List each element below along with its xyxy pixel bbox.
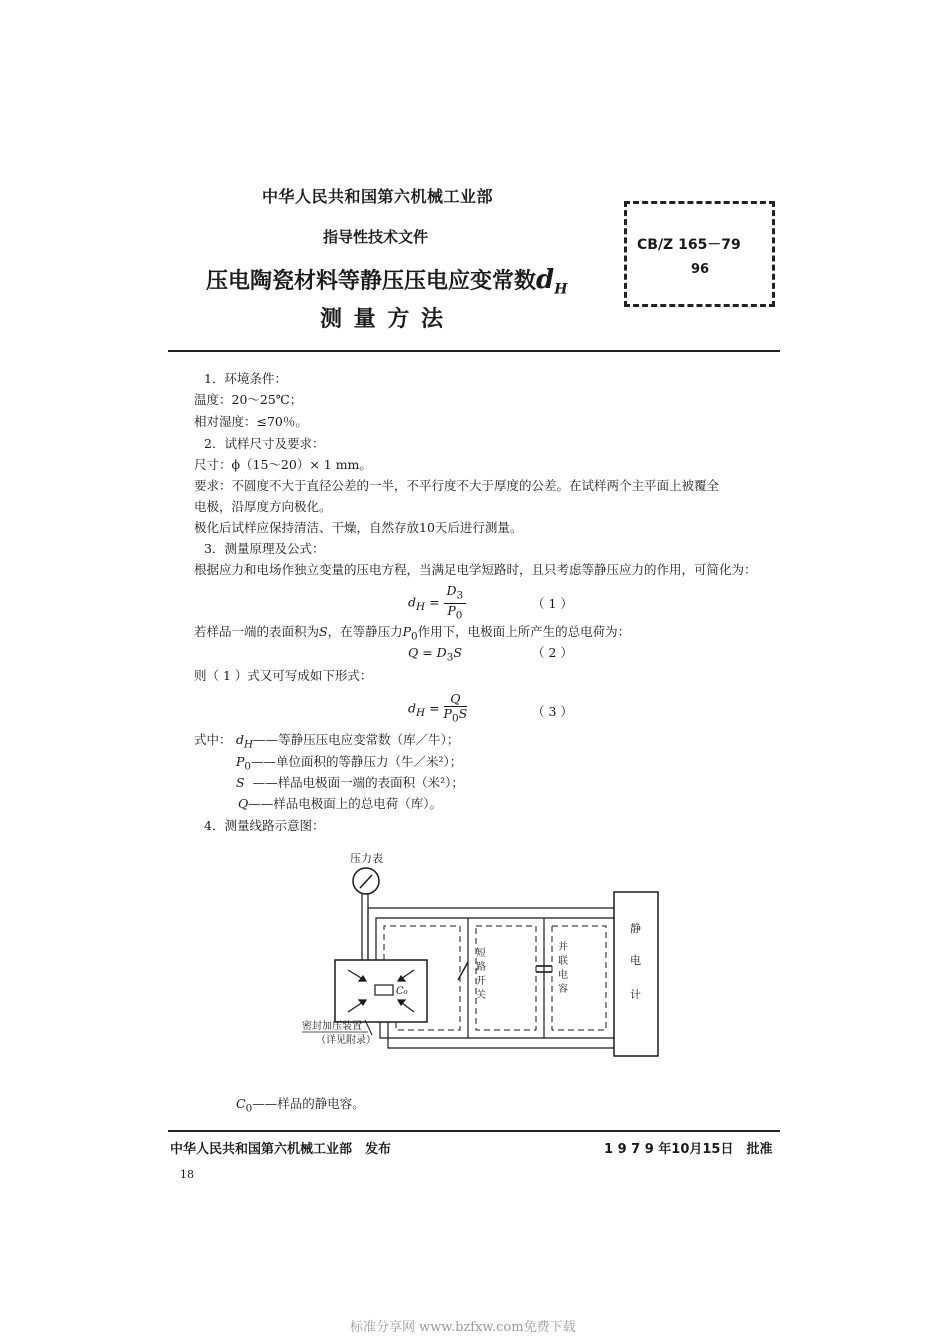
page-subtitle: 测 量 方 法 [320, 307, 445, 332]
rewrite-paragraph: 则（ 1 ）式又可写成如下形式： [194, 668, 373, 683]
gauge-needle [360, 875, 372, 888]
standard-page: 96 [691, 262, 710, 277]
eq2-lhs: Q [408, 645, 419, 660]
where-item [236, 773, 464, 792]
humidity-line: 相对湿度：≤70％。 [194, 414, 308, 429]
eq1-fraction [444, 584, 467, 622]
sample-capacitor [375, 985, 393, 995]
approval-date: 1 9 7 9 年10月15日 批准 [604, 1142, 773, 1157]
gauge-label: 压力表 [350, 852, 383, 865]
eq1-lhs: d [408, 594, 417, 610]
eq2-rhs-a: D [436, 645, 447, 660]
where-desc: ——样品电极面上的总电荷（库）。 [248, 796, 443, 811]
eq2-label: （ 2 ） [532, 645, 573, 660]
eq3-den: P [443, 706, 452, 721]
temperature-line: 温度：20～25℃； [194, 392, 303, 407]
page-title-text: 压电陶瓷材料等静压压电应变常数 [206, 269, 537, 294]
electrometer [614, 892, 658, 1056]
where-item [236, 730, 459, 755]
where-sub: H [244, 738, 254, 751]
diagram-caption [236, 1094, 365, 1119]
surface-para-Psub: 0 [411, 630, 418, 643]
where-sym: Q [238, 796, 249, 811]
shielded-cable [368, 908, 614, 1048]
doc-type: 指导性技术文件 [323, 228, 429, 246]
footer-rule [168, 1130, 780, 1132]
eq2-rhs-b: S [453, 645, 462, 660]
ministry-title: 中华人民共和国第六机械工业部 [262, 187, 494, 206]
where-sub: 0 [244, 760, 252, 773]
header-rule [168, 350, 780, 352]
page-title [206, 264, 567, 297]
where-desc: ——单位面积的等静压力（牛／米²）； [251, 754, 463, 769]
standard-code-box [624, 201, 775, 307]
surface-para-c: 作用下，电极面上所产生的总电荷为： [417, 624, 631, 639]
principle-paragraph: 根据应力和电场作独立变量的压电方程，当满足电学短路时，且只考虑等静压应力的作用，可简化为： [194, 562, 757, 577]
eq1-den: P [447, 602, 456, 618]
where-sym: d [236, 732, 245, 747]
watermark: 标准分享网 www.bzfxw.com免费下载 [350, 1320, 576, 1335]
caption-sub: 0 [245, 1102, 253, 1115]
eq3-label: （ 3 ） [532, 704, 573, 719]
eq3-den-b: S [458, 706, 468, 721]
where-item [238, 794, 442, 813]
eq3-num: Q [450, 691, 461, 706]
where-sym: S [236, 775, 245, 790]
surface-para-a: 若样品一端的表面积为 [194, 624, 320, 639]
equation-1: $d_H$ = $\frac{D_3}{P_0}$ [408, 584, 466, 622]
title-symbol-sub: H [554, 281, 568, 298]
page-number: 18 [180, 1168, 194, 1181]
eq1-label: （ 1 ） [532, 596, 573, 611]
cable-shield [384, 926, 606, 1030]
publisher: 中华人民共和国第六机械工业部 发布 [170, 1142, 392, 1157]
where-desc: ——样品电极面一端的表面积（米²）； [252, 775, 464, 790]
surface-para-b: ，在等静压力 [327, 624, 403, 639]
switch-label: 短 路 开 关 [476, 948, 486, 1001]
eq2-rhs-sub: 3 [446, 651, 454, 664]
surface-para-P: P [402, 624, 412, 639]
section-2-heading: 2．试样尺寸及要求： [204, 436, 325, 451]
eq3-den-sub: 0 [451, 712, 459, 725]
requirement-line-1: 要求：不圆度不大于直径公差的一半，不平行度不大于厚度的公差。在试样两个主平面上被覆全 [194, 478, 720, 493]
device-label: 密封加压装置 [302, 1021, 362, 1032]
capacitor-label: 并 联 电 容 [558, 942, 568, 995]
caption-sym: C [236, 1096, 246, 1111]
where-sym: P [236, 754, 245, 769]
eq3-lhs: d [408, 700, 417, 716]
surface-para-S: S [319, 624, 328, 639]
circuit-diagram [280, 840, 680, 1070]
polarization-note: 极化后试样应保持清洁、干燥，自然存放10天后进行测量。 [194, 520, 523, 535]
size-line: 尺寸：ϕ（15～20）× 1 mm。 [194, 457, 372, 472]
eq3-fraction [444, 692, 468, 726]
eq3-lhs-sub: H [416, 706, 426, 719]
standard-code: CB/Z 165－79 [637, 237, 741, 253]
device-note: （详见附录） [316, 1035, 376, 1046]
eq1-num: D [446, 583, 457, 598]
electrometer-label: 静 电 计 [630, 922, 641, 1001]
where-prefix: 式中： [194, 732, 232, 747]
where-desc: ——等静压压电应变常数（库／牛）； [253, 732, 460, 747]
section-4-heading: 4．测量线路示意图： [204, 818, 325, 833]
pressure-vessel [335, 960, 427, 1022]
section-1-heading: 1．环境条件： [204, 371, 287, 386]
eq1-num-sub: 3 [456, 589, 464, 602]
equation-3: $d_H$ = $\frac{Q}{P_0S}$ [408, 691, 468, 725]
requirement-line-2: 电极，沿厚度方向极化。 [194, 499, 332, 514]
eq1-den-sub: 0 [455, 609, 463, 621]
equation-2: $Q = D_3S$ [408, 645, 462, 664]
eq1-lhs-sub: H [416, 601, 426, 613]
title-symbol: d [536, 265, 555, 295]
sample-label: C₀ [396, 986, 408, 997]
section-3-heading: 3．测量原理及公式： [204, 541, 325, 556]
caption-text: ——样品的静电容。 [252, 1096, 365, 1111]
